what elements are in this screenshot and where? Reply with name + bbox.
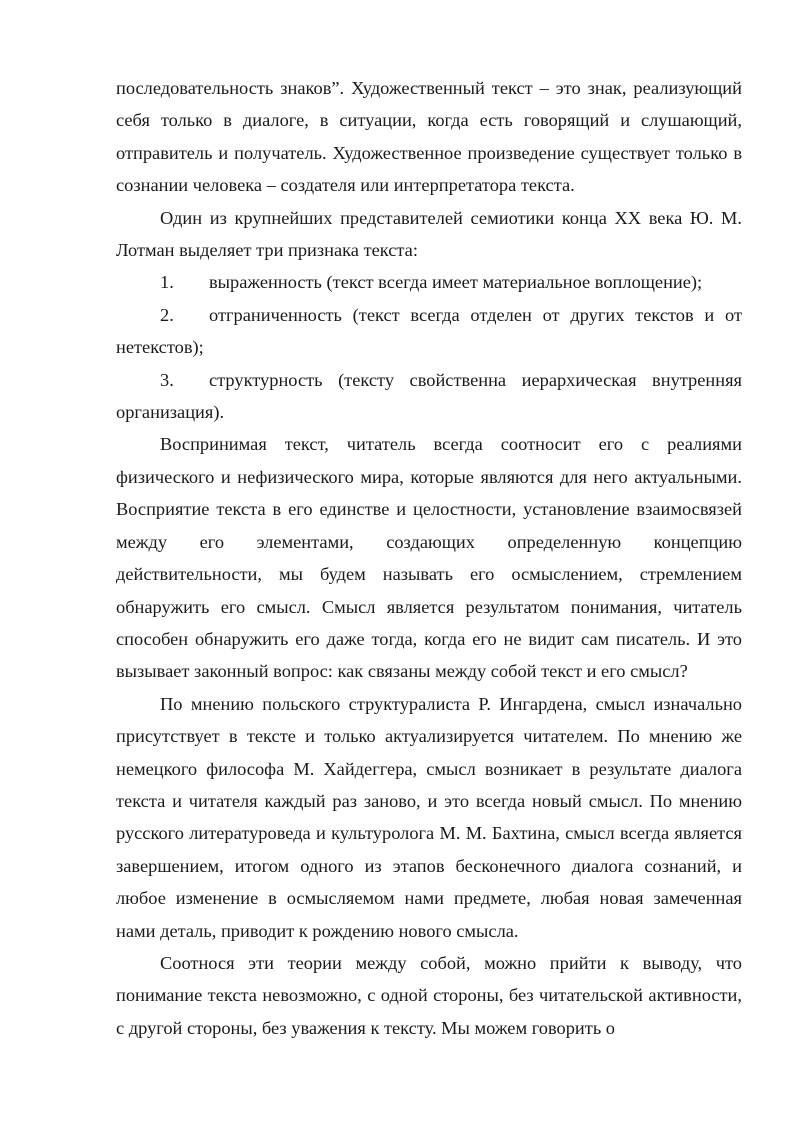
- list-item: [116, 266, 742, 298]
- list-item: [116, 364, 742, 429]
- paragraph-conclusion: Соотнося эти теории между собой, можно прийти к выводу, что понимание текста невозможно, с одной стороны, без читательской активности, с другой стороны, без уважения к тексту. Мы можем говорить о: [116, 952, 742, 1038]
- list-item-text: выраженность (текст всегда имеет материальное воплощение);: [209, 272, 703, 293]
- list-item-text: отграниченность (текст всегда отделен от других текстов и от нетекстов);: [116, 304, 742, 358]
- list-item: [116, 299, 742, 364]
- paragraph-lotman-intro: Один из крупнейших представителей семиотики конца XX века Ю. М. Лотман выделяет три признака текста:: [116, 207, 742, 261]
- list-number: 1.: [160, 272, 174, 293]
- list-number: 2.: [160, 304, 174, 325]
- paragraph-continuation: последовательность знаков”. Художественный текст – это знак, реализующий себя только в диалоге, в ситуации, когда есть говорящий и слушающий, отправитель и получатель. Художественное произведение существует только в сознании человека – создателя или интерпретатора текста.: [116, 78, 742, 196]
- list-item-text: структурность (тексту свойственна иерархическая внутренняя организация).: [116, 369, 742, 423]
- document-body: [116, 72, 742, 1044]
- paragraph-perception: Воспринимая текст, читатель всегда соотносит его с реалиями физического и нефизического мира, которые являются для него актуальными. Восприятие текста в его единстве и целостности, установление взаимосвязей между его элементами, создающих определенную концепцию действительности, мы будем называть его осмыслением, стремлением обнаружить его смысл. Смысл является результатом понимания, читатель способен обнаружить его даже тогда, когда его не видит сам писатель. И это вызывает законный вопрос: как связаны между собой текст и его смысл?: [116, 434, 742, 682]
- paragraph-theories: По мнению польского структуралиста Р. Ингардена, смысл изначально присутствует в тексте и только актуализируется читателем. По мнению же немецкого философа М. Хайдеггера, смысл возникает в результате диалога текста и читателя каждый раз заново, и это всегда новый смысл. По мнению русского литературоведа и культуролога М. М. Бахтина, смысл всегда является завершением, итогом одного из этапов бесконечного диалога сознаний, и любое изменение в осмысляемом нами предмете, любая новая замеченная нами деталь, приводит к рождению нового смысла.: [116, 693, 742, 941]
- list-number: 3.: [160, 369, 174, 390]
